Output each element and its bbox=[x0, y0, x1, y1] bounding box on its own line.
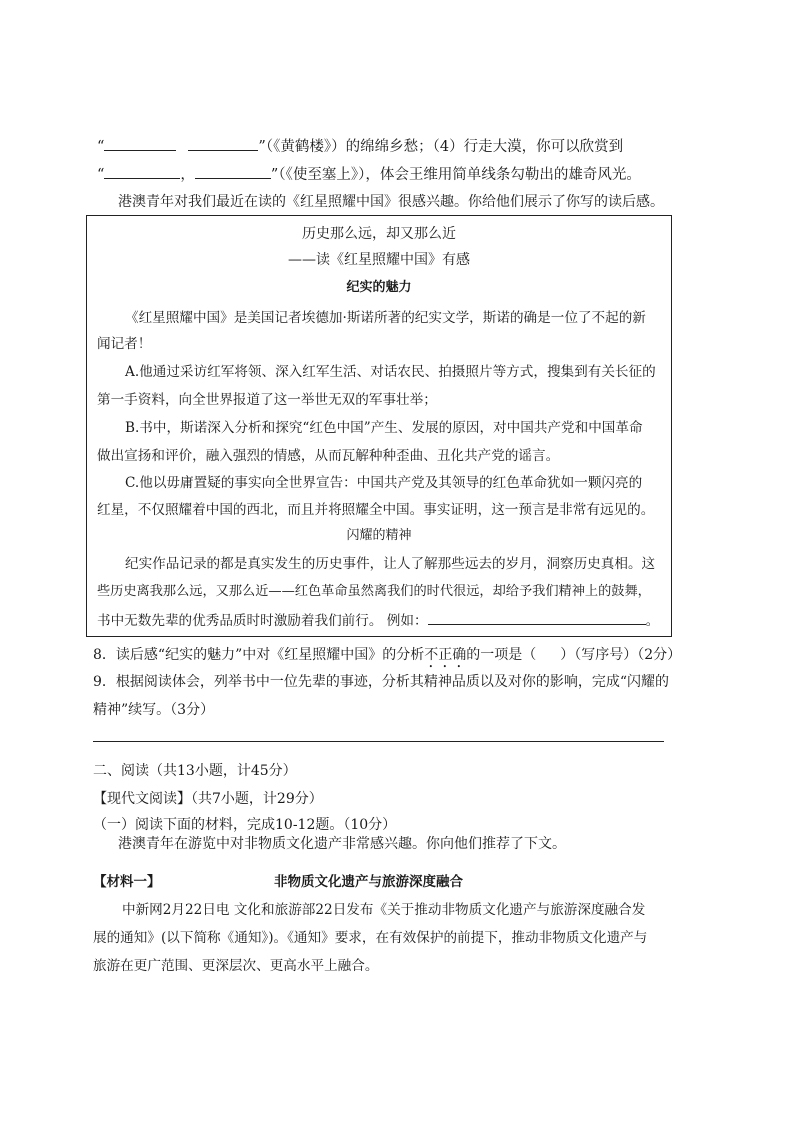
period: 。 bbox=[645, 613, 660, 629]
source-text: （《黄鹤楼》）的绵绵乡愁；（4）行走大漠，你可以欣赏到 bbox=[265, 139, 624, 155]
answer-blank[interactable] bbox=[104, 164, 180, 179]
option-b: B.书中，斯诺深入分析和探究“红色中国”产生、发展的原因，对中国共产党和中国革命 bbox=[125, 420, 643, 436]
fill-line-2 bbox=[97, 164, 641, 185]
option-c: 红星，不仅照耀着中国的西北，而且并将照耀全中国。事实证明，这一预言是非常有远见的。 bbox=[97, 502, 655, 518]
part-heading: （一）阅读下面的材料，完成10-12题。（10分） bbox=[93, 817, 397, 833]
essay-paragraph: 《红星照耀中国》是美国记者埃德加·斯诺所著的纪实文学，斯诺的确是一位了不起的新 bbox=[125, 310, 646, 326]
essay-paragraph: 纪实作品记录的都是真实发生的历史事件，让人了解那些远去的岁月，洞察历史真相。这 bbox=[125, 556, 656, 572]
option-c: C.他以毋庸置疑的事实向全世界宣告：中国共产党及其领导的红色革命犹如一颗闪亮的 bbox=[125, 475, 643, 491]
material-title: 非物质文化遗产与旅游深度融合 bbox=[274, 874, 463, 890]
answer-line[interactable] bbox=[93, 741, 664, 742]
option-a: A.他通过采访红军将领、深入红军生活、对话农民、拍摄照片等方式，搜集到有关长征的 bbox=[125, 364, 656, 380]
material-header bbox=[93, 872, 161, 892]
option-a: 第一手资料，向全世界报道了这一举世无双的军事壮举； bbox=[97, 392, 437, 408]
section-heading: 纪实的魅力 bbox=[346, 280, 412, 295]
essay-box bbox=[86, 215, 672, 637]
quote-close: ” bbox=[270, 167, 279, 183]
answer-blank[interactable] bbox=[195, 164, 271, 179]
section-heading: 闪耀的精神 bbox=[346, 528, 412, 543]
example-answer-blank[interactable] bbox=[428, 610, 646, 625]
material-paragraph: 中新网2月22日电 文化和旅游部22日发布《关于推动非物质文化遗产与旅游深度融合发 bbox=[122, 902, 646, 918]
separator: ， bbox=[180, 167, 195, 183]
essay-title: 历史那么远，却又那么近 bbox=[302, 226, 456, 242]
essay-subtitle: ——读《红星照耀中国》有感 bbox=[288, 252, 470, 268]
answer-blank[interactable] bbox=[188, 136, 258, 151]
essay-paragraph bbox=[97, 610, 659, 631]
quote-close: ” bbox=[258, 139, 266, 155]
example-prefix: 书中无数先辈的优秀品质时时激励着我们前行。 例如： bbox=[97, 613, 428, 629]
essay-paragraph: 些历史离我那么远，又那么近——红色革命虽然离我们的时代很远，却给予我们精神上的鼓舞， bbox=[97, 584, 651, 599]
source-text: （《使至塞上》），体会王维用简单线条勾勒出的雄奇风光。 bbox=[278, 167, 641, 183]
essay-paragraph: 闻记者！ bbox=[97, 336, 152, 352]
material-paragraph: 旅游在更广范围、更深层次、更高水平上融合。 bbox=[93, 958, 379, 974]
emphasis-text: 不正确 bbox=[424, 647, 467, 663]
subsection-title: 【现代文阅读】（共7小题，计29分） bbox=[93, 791, 323, 807]
section-title: 二、阅读（共13小题，计45分） bbox=[93, 763, 297, 779]
fill-line-1 bbox=[97, 136, 623, 157]
quote-open: “ bbox=[97, 167, 105, 183]
material-label: 【材料一】 bbox=[93, 874, 161, 890]
option-b: 做出宣扬和评价，融入强烈的情感，从而瓦解种种歪曲、丑化共产党的谣言。 bbox=[97, 448, 560, 464]
intro-line: 港澳青年对我们最近在读的《红星照耀中国》很感兴趣。你给他们展示了你写的读后感。 bbox=[118, 194, 664, 210]
material-paragraph: 展的通知》(以下简称《通知》)。《通知》要求，在有效保护的前提下，推动非物质文化遗产与 bbox=[93, 930, 648, 946]
question-8: 8．读后感“纪实的魅力”中对《红星照耀中国》的分析不正确的一项是（ ）（写序号）（2分） bbox=[93, 647, 682, 663]
question-9: 精神”续写。（3分） bbox=[93, 702, 215, 718]
answer-blank[interactable] bbox=[104, 136, 176, 151]
quote-open: “ bbox=[97, 139, 105, 155]
question-9: 9．根据阅读体会，列举书中一位先辈的事迹，分析其精神品质以及对你的影响，完成“闪耀的 bbox=[93, 674, 670, 690]
part-intro: 港澳青年在游览中对非物质文化遗产非常感兴趣。你向他们推荐了下文。 bbox=[118, 836, 566, 852]
